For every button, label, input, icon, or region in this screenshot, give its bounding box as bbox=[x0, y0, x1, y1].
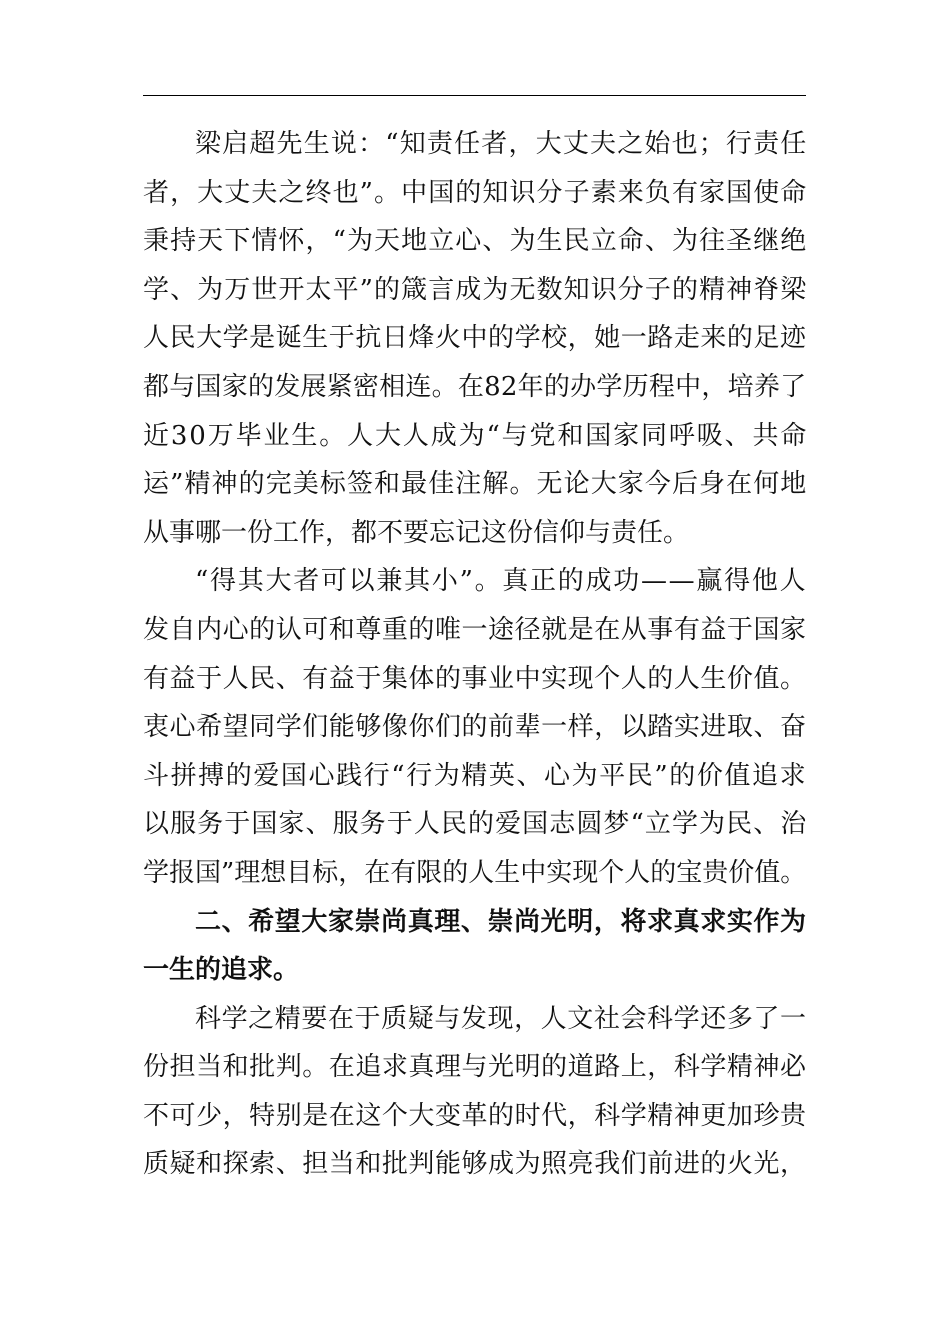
section-heading: 二、希望大家崇尚真理、崇尚光明，将求真求实作为 bbox=[195, 906, 807, 937]
text-line: 以服务于国家、服务于人民的爱国志圆梦“立学为民、治 bbox=[143, 809, 808, 840]
text-line: 学、为万世开太平”的箴言成为无数知识分子的精神脊梁 bbox=[143, 274, 808, 305]
text-line: 有益于人民、有益于集体的事业中实现个人的人生价值。 bbox=[143, 663, 807, 694]
text-line: 质疑和探索、担当和批判能够成为照亮我们前进的火光， bbox=[143, 1149, 807, 1180]
document-body bbox=[143, 120, 809, 1189]
text-line: 学报国”理想目标，在有限的人生中实现个人的宝贵价值。 bbox=[143, 857, 807, 888]
text-line: 者，大丈夫之终也”。中国的知识分子素来负有家国使命 bbox=[143, 177, 808, 208]
text-line: 近30万毕业生。人大人成为“与党和国家同呼吸、共命 bbox=[143, 420, 809, 451]
header-rule bbox=[143, 95, 806, 96]
text-line: 不可少，特别是在这个大变革的时代，科学精神更加珍贵 bbox=[143, 1100, 807, 1131]
section-heading: 一生的追求。 bbox=[143, 955, 300, 986]
text-line: 秉持天下情怀，“为天地立心、为生民立命、为往圣继绝 bbox=[143, 226, 808, 257]
text-line: 发自内心的认可和尊重的唯一途径就是在从事有益于国家 bbox=[143, 614, 807, 645]
text-line: 衷心希望同学们能够像你们的前辈一样，以踏实进取、奋 bbox=[143, 712, 807, 743]
text-line: 科学之精要在于质疑与发现，人文社会科学还多了一 bbox=[195, 1003, 807, 1034]
text-line: 都与国家的发展紧密相连。在82年的办学历程中，培养了 bbox=[143, 371, 807, 402]
text-line: 份担当和批判。在追求真理与光明的道路上，科学精神必 bbox=[143, 1052, 807, 1083]
text-line: 人民大学是诞生于抗日烽火中的学校，她一路走来的足迹 bbox=[143, 323, 807, 354]
text-line: 梁启超先生说：“知责任者，大丈夫之始也；行责任 bbox=[195, 129, 808, 159]
text-line: 斗拼搏的爱国心践行“行为精英、心为平民”的价值追求 bbox=[143, 760, 808, 791]
text-line: 从事哪一份工作，都不要忘记这份信仰与责任。 bbox=[143, 517, 690, 548]
text-line: 运”精神的完美标签和最佳注解。无论大家今后身在何地 bbox=[143, 469, 808, 500]
text-line: “得其大者可以兼其小”。真正的成功——赢得他人 bbox=[195, 566, 808, 597]
